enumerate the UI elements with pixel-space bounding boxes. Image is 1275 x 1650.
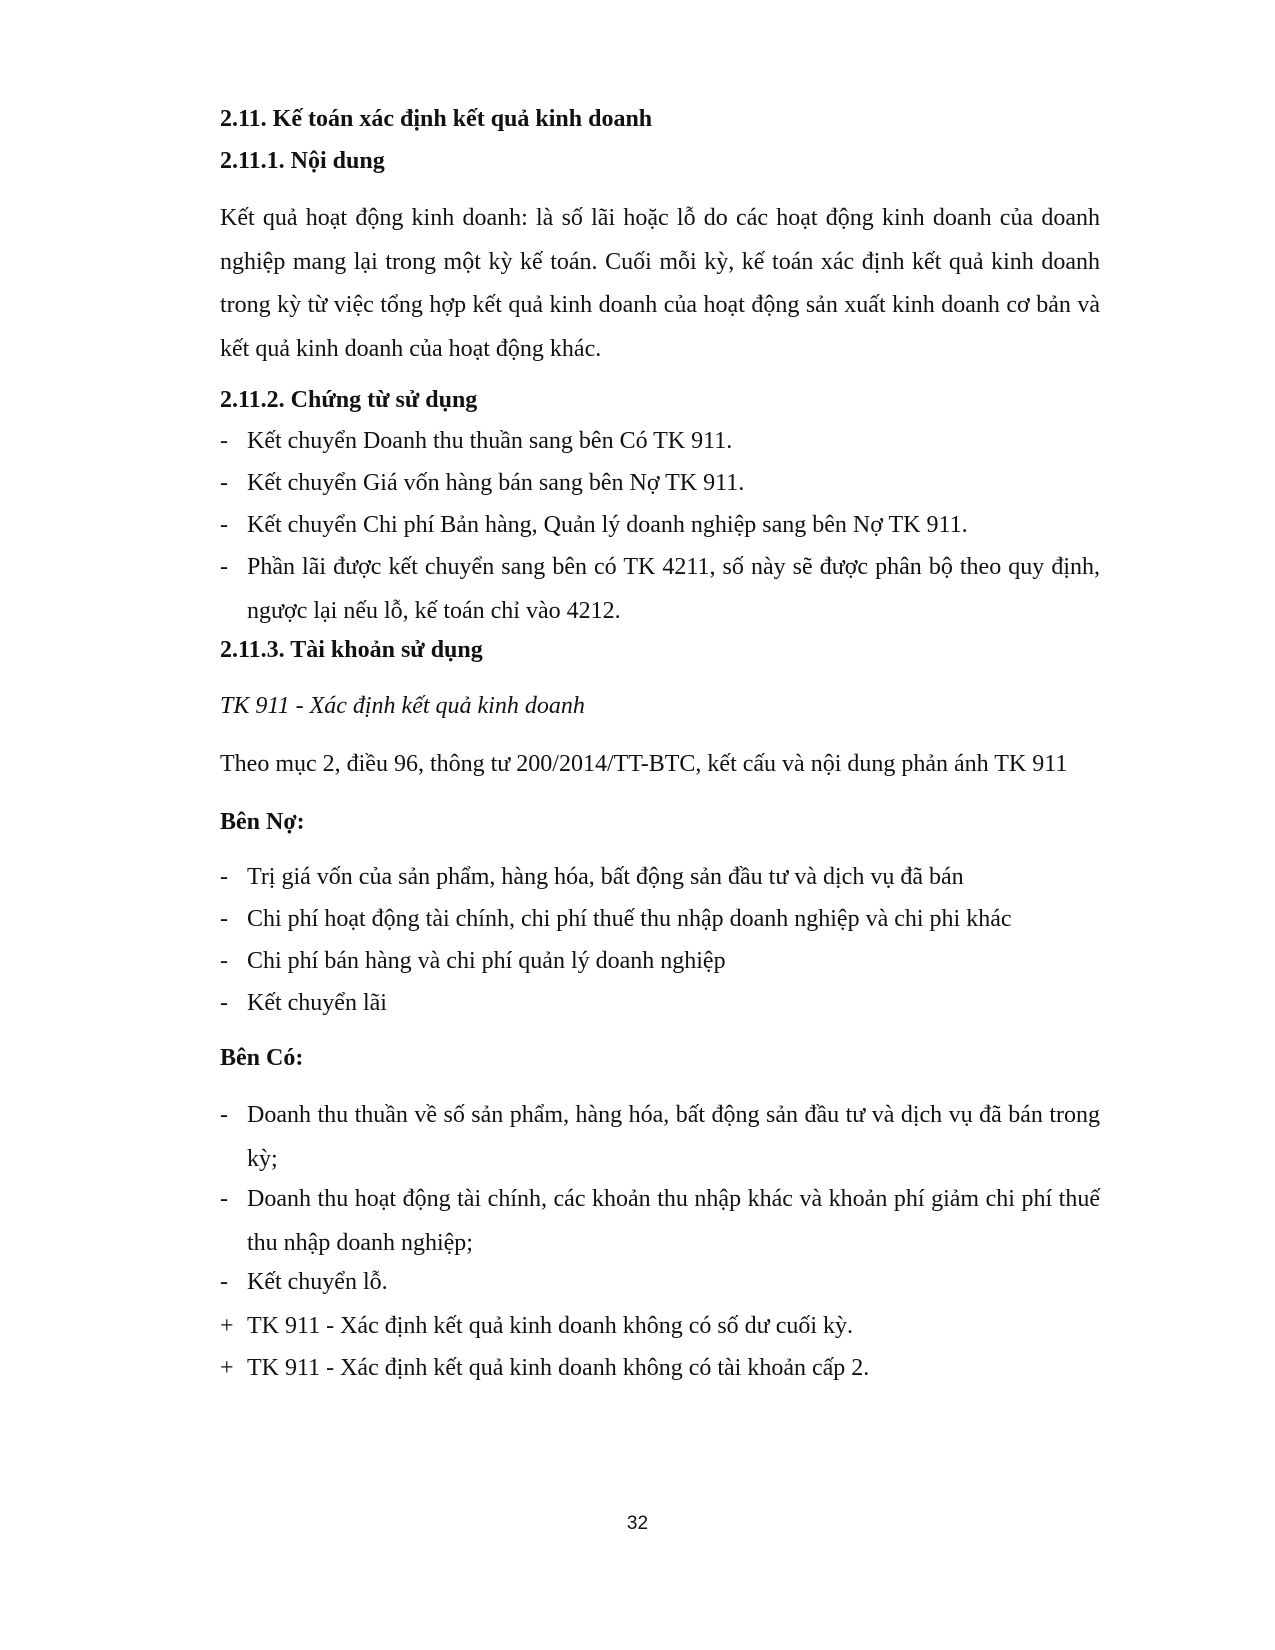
section-heading-accounts: 2.11.3. Tài khoản sử dụng xyxy=(220,637,483,663)
bullet-marker: - xyxy=(220,1102,228,1128)
list-item-text: Kết chuyển Giá vốn hàng bán sang bên Nợ TK 911. xyxy=(247,470,745,496)
account-title: TK 911 - Xác định kết quả kinh doanh xyxy=(220,693,585,719)
account-intro: Theo mục 2, điều 96, thông tư 200/2014/TT-BTC, kết cấu và nội dung phản ánh TK 911 xyxy=(220,751,1068,777)
note-text: TK 911 - Xác định kết quả kinh doanh không có tài khoản cấp 2. xyxy=(247,1355,870,1381)
list-item xyxy=(220,546,1100,633)
list-item-text: Chi phí bán hàng và chi phí quản lý doanh nghiệp xyxy=(247,948,726,974)
list-item-text: Kết chuyển Chi phí Bản hàng, Quản lý doanh nghiệp sang bên Nợ TK 911. xyxy=(247,512,968,538)
section-heading-content: 2.11.1. Nội dung xyxy=(220,148,385,174)
list-item xyxy=(220,420,1100,464)
content-paragraph: Kết quả hoạt động kinh doanh: là số lãi hoặc lỗ do các hoạt động kinh doanh của doanh nghiệp mang lại trong một kỳ kế toán. Cuối mỗi kỳ, kế toán xác định kết quả kinh doanh trong kỳ từ việc tổng hợp kết quả kinh doanh của hoạt động sản xuất kinh doanh cơ bản và kết quả kinh doanh của hoạt động khác. xyxy=(220,205,1100,362)
credit-heading: Bên Có: xyxy=(220,1045,304,1071)
bullet-marker: - xyxy=(220,554,228,580)
bullet-marker: - xyxy=(220,990,228,1016)
list-item-text: Kết chuyển lãi xyxy=(247,990,387,1016)
plus-marker: + xyxy=(220,1355,234,1381)
bullet-marker: - xyxy=(220,428,228,454)
bullet-marker: - xyxy=(220,1269,228,1295)
bullet-marker: - xyxy=(220,864,228,890)
list-item xyxy=(220,1261,1100,1305)
list-item xyxy=(220,898,1100,942)
list-item xyxy=(220,982,1100,1026)
list-item-text: Kết chuyển Doanh thu thuần sang bên Có TK 911. xyxy=(247,428,733,454)
list-item xyxy=(220,462,1100,506)
list-item-text: Doanh thu thuần về số sản phẩm, hàng hóa, bất động sản đầu tư và dịch vụ đã bán trong kỳ; xyxy=(247,1102,1100,1172)
list-item xyxy=(220,940,1100,984)
bullet-marker: - xyxy=(220,512,228,538)
note-item xyxy=(220,1305,1100,1349)
list-item-text: Doanh thu hoạt động tài chính, các khoản thu nhập khác và khoản phí giảm chi phí thuế thu nhập doanh nghiệp; xyxy=(247,1186,1100,1256)
list-item xyxy=(220,856,1100,900)
bullet-marker: - xyxy=(220,1186,228,1212)
list-item xyxy=(220,1094,1100,1181)
list-item-text: Trị giá vốn của sản phẩm, hàng hóa, bất động sản đầu tư và dịch vụ đã bán xyxy=(247,864,964,890)
debit-heading: Bên Nợ: xyxy=(220,809,305,835)
list-item-text: Chi phí hoạt động tài chính, chi phí thuế thu nhập doanh nghiệp và chi phi khác xyxy=(247,906,1012,932)
list-item-text: Kết chuyển lỗ. xyxy=(247,1269,388,1295)
list-item-text: Phần lãi được kết chuyển sang bên có TK 4211, số này sẽ được phân bộ theo quy định, ngược lại nếu lỗ, kế toán chỉ vào 4212. xyxy=(247,554,1100,624)
section-heading-documents: 2.11.2. Chứng từ sử dụng xyxy=(220,387,478,413)
page-number: 32 xyxy=(626,1513,649,1534)
list-item xyxy=(220,504,1100,548)
list-item xyxy=(220,1178,1100,1265)
bullet-marker: - xyxy=(220,948,228,974)
main-heading: 2.11. Kế toán xác định kết quả kinh doanh xyxy=(220,106,653,132)
note-item xyxy=(220,1347,1100,1391)
plus-marker: + xyxy=(220,1313,234,1339)
note-text: TK 911 - Xác định kết quả kinh doanh không có số dư cuối kỳ. xyxy=(247,1313,854,1339)
bullet-marker: - xyxy=(220,470,228,496)
bullet-marker: - xyxy=(220,906,228,932)
